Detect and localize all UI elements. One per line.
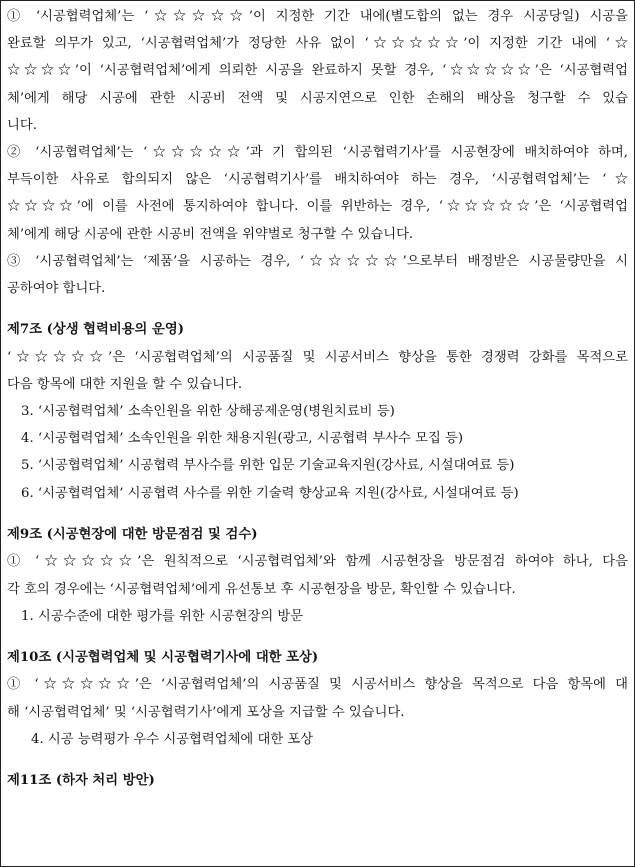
clause-line: ① ‘☆☆☆☆☆’은 ‘시공협력업체’의 시공품질 및 시공서비스 향상을 목적으로 다음 항목에 대 (7, 677, 628, 693)
clause-line: ① ‘☆☆☆☆☆’은 원칙적으로 ‘시공협력업체’와 함께 시공현장을 방문점검 하여야 하나, 다음 (7, 554, 628, 570)
paragraph-spacer (7, 753, 628, 767)
clause-line: ③ ‘시공협력업체’는 ‘제품’을 시공하는 경우, ‘☆☆☆☆☆’으로부터 배정받은 시공물량만을 시 (7, 253, 628, 269)
clause-line: ② ‘시공협력업체’는 ‘☆☆☆☆☆’과 기 합의된 ‘시공협력기사’를 시공현장에 배치하여야 하며, (7, 144, 628, 160)
body-text-line: ☆☆☆☆’에 이를 사전에 통지하여야 합니다. 이를 위반하는 경우, ‘☆☆☆☆☆’은 ‘시공협력업 (7, 199, 628, 215)
body-text-line: 다음 항목에 대한 지원을 할 수 있습니다. (7, 376, 243, 392)
paragraph-spacer (7, 507, 628, 521)
body-text-line: 부득이한 사유로 합의되지 않은 ‘시공협력기사’를 배치하여야 하는 경우, ‘시공협력업체’는 ‘☆ (7, 172, 628, 188)
article-heading: 제11조 (하자 처리 방안) (7, 773, 155, 789)
list-item: 4. ‘시공협력업체’ 소속인원을 위한 채용지원(광고, 시공협력 부사수 모집 등) (21, 431, 464, 447)
body-text-line: 각 호의 경우에는 ‘시공협력업체’에게 유선통보 후 시공현장을 방문, 확인할 수 있습니다. (7, 581, 516, 597)
article-heading: 제10조 (시공협력업체 및 시공협력기사에 대한 포상) (7, 650, 319, 666)
body-text-line: 완료할 의무가 있고, ‘시공협력업체’가 정당한 사유 없이 ‘☆☆☆☆☆’이 지정한 기간 내에 ‘☆ (7, 36, 628, 52)
body-text-line: 체’에게 해당 시공에 관한 시공비 전액 및 시공지연으로 인한 손해의 배상을 청구할 수 있습 (7, 90, 628, 106)
list-item: 4. 시공 능력평가 우수 시공협력업체에 대한 포상 (31, 731, 314, 747)
list-item: 3. ‘시공협력업체’ 소속인원을 위한 상해공제운영(병원치료비 등) (21, 404, 395, 420)
list-item: 1. 시공수준에 대한 평가를 위한 시공현장의 방문 (21, 608, 304, 624)
paragraph-spacer (7, 302, 628, 316)
body-text-line: 체’에게 해당 시공에 관한 시공비 전액을 위약벌로 청구할 수 있습니다. (7, 226, 414, 242)
body-text-line: ‘☆☆☆☆☆’은 ‘시공협력업체’의 시공품질 및 시공서비스 향상을 통한 경쟁력 강화를 목적으로 (7, 349, 628, 365)
clause-line: ① ‘시공협력업체’는 ‘☆☆☆☆☆’이 지정한 기간 내에(별도합의 없는 경우 시공당일) 시공을 (7, 9, 628, 24)
paragraph-spacer (7, 630, 628, 644)
body-text-line: 해 ‘시공협력업체’ 및 ‘시공협력기사’에게 포상을 지급할 수 있습니다. (7, 704, 405, 720)
body-text-line: ☆☆☆☆’이 ‘시공협력업체’에게 의뢰한 시공을 완료하지 못할 경우, ‘☆☆☆☆☆’은 ‘시공협력업 (7, 63, 628, 79)
document-body (1, 1, 634, 795)
article-heading: 제9조 (시공현장에 대한 방문점검 및 검수) (7, 527, 258, 543)
body-text-line: 니다. (7, 117, 37, 133)
list-item: 5. ‘시공협력업체’ 시공협력 부사수를 위한 입문 기술교육지원(강사료, 시설대여료 등) (21, 458, 515, 474)
list-item: 6. ‘시공협력업체’ 시공협력 사수를 위한 기술력 향상교육 지원(강사료, 시설대여료 등) (21, 485, 519, 501)
body-text-line: 공하여야 합니다. (7, 280, 106, 296)
article-heading: 제7조 (상생 협력비용의 운영) (7, 322, 185, 338)
